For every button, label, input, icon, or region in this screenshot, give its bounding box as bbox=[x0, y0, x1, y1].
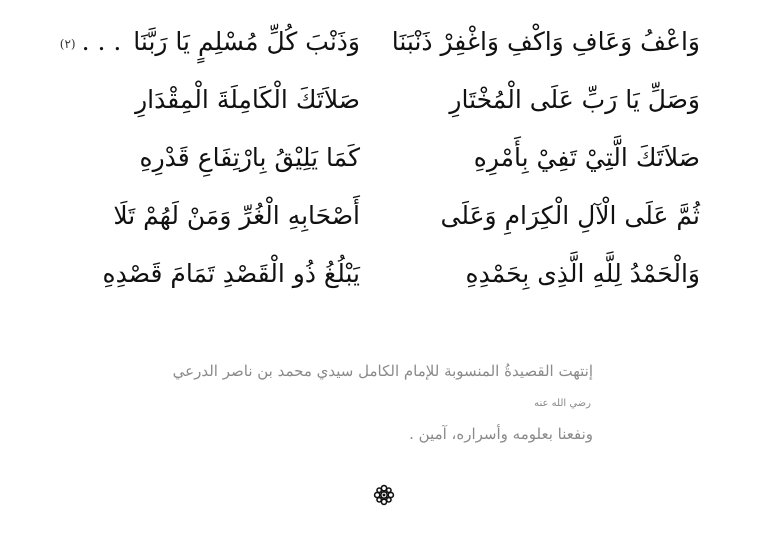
verse-1-second-text: وَذَنْبَ كُلِّ مُسْلِمٍ يَا رَبَّنَا bbox=[133, 27, 360, 56]
verse-1 bbox=[60, 22, 700, 80]
flower-ornament-icon bbox=[373, 484, 395, 506]
verse-4-second-hemistich: أَصْحَابِهِ الْغُرِّ وَمَنْ لَهُمْ تَلَا bbox=[113, 201, 360, 230]
poem-verses bbox=[60, 22, 700, 312]
colophon-line-1-text: إنتهت القصيدةُ المنسوبة للإمام الكامل سيدي محمد بن ناصر الدرعي bbox=[172, 362, 593, 380]
verse-1-second-hemistich bbox=[60, 22, 360, 64]
footnote-marker[interactable]: (٢) bbox=[59, 36, 76, 51]
ellipsis: . . . bbox=[81, 27, 122, 56]
verse-2 bbox=[60, 80, 700, 138]
verse-3-second-hemistich: كَمَا يَلِيْقُ بِارْتِفَاعِ قَدْرِهِ bbox=[139, 143, 360, 172]
verse-1-first-hemistich: وَاعْفُ وَعَافِ وَاكْفِ وَاغْفِرْ ذَنْبَنَا bbox=[391, 27, 700, 56]
honorific-symbol: رضي الله عنه bbox=[534, 398, 591, 409]
colophon-note bbox=[153, 356, 593, 449]
verse-2-first-hemistich: وَصَلِّ يَا رَبِّ عَلَى الْمُخْتَارِ bbox=[449, 85, 700, 114]
colophon-line-2: ونفعنا بعلومه وأسراره، آمين . bbox=[409, 425, 593, 443]
verse-5 bbox=[60, 254, 700, 312]
verse-2-second-hemistich: صَلاَتَكَ الْكَامِلَةَ الْمِقْدَارِ bbox=[135, 85, 360, 114]
verse-3-first-hemistich: صَلاَتَكَ الَّتِيْ تَفِيْ بِأَمْرِهِ bbox=[473, 143, 700, 172]
verse-4-first-hemistich: ثُمَّ عَلَى الْآلِ الْكِرَامِ وَعَلَى bbox=[440, 201, 700, 230]
verse-5-second-hemistich: يَبْلُغُ ذُو الْقَصْدِ تَمَامَ قَصْدِهِ bbox=[102, 259, 360, 288]
colophon-line-1 bbox=[153, 356, 593, 419]
verse-3 bbox=[60, 138, 700, 196]
verse-5-first-hemistich: وَالْحَمْدُ لِلَّهِ الَّذِى بِحَمْدِهِ bbox=[465, 259, 700, 288]
verse-4 bbox=[60, 196, 700, 254]
